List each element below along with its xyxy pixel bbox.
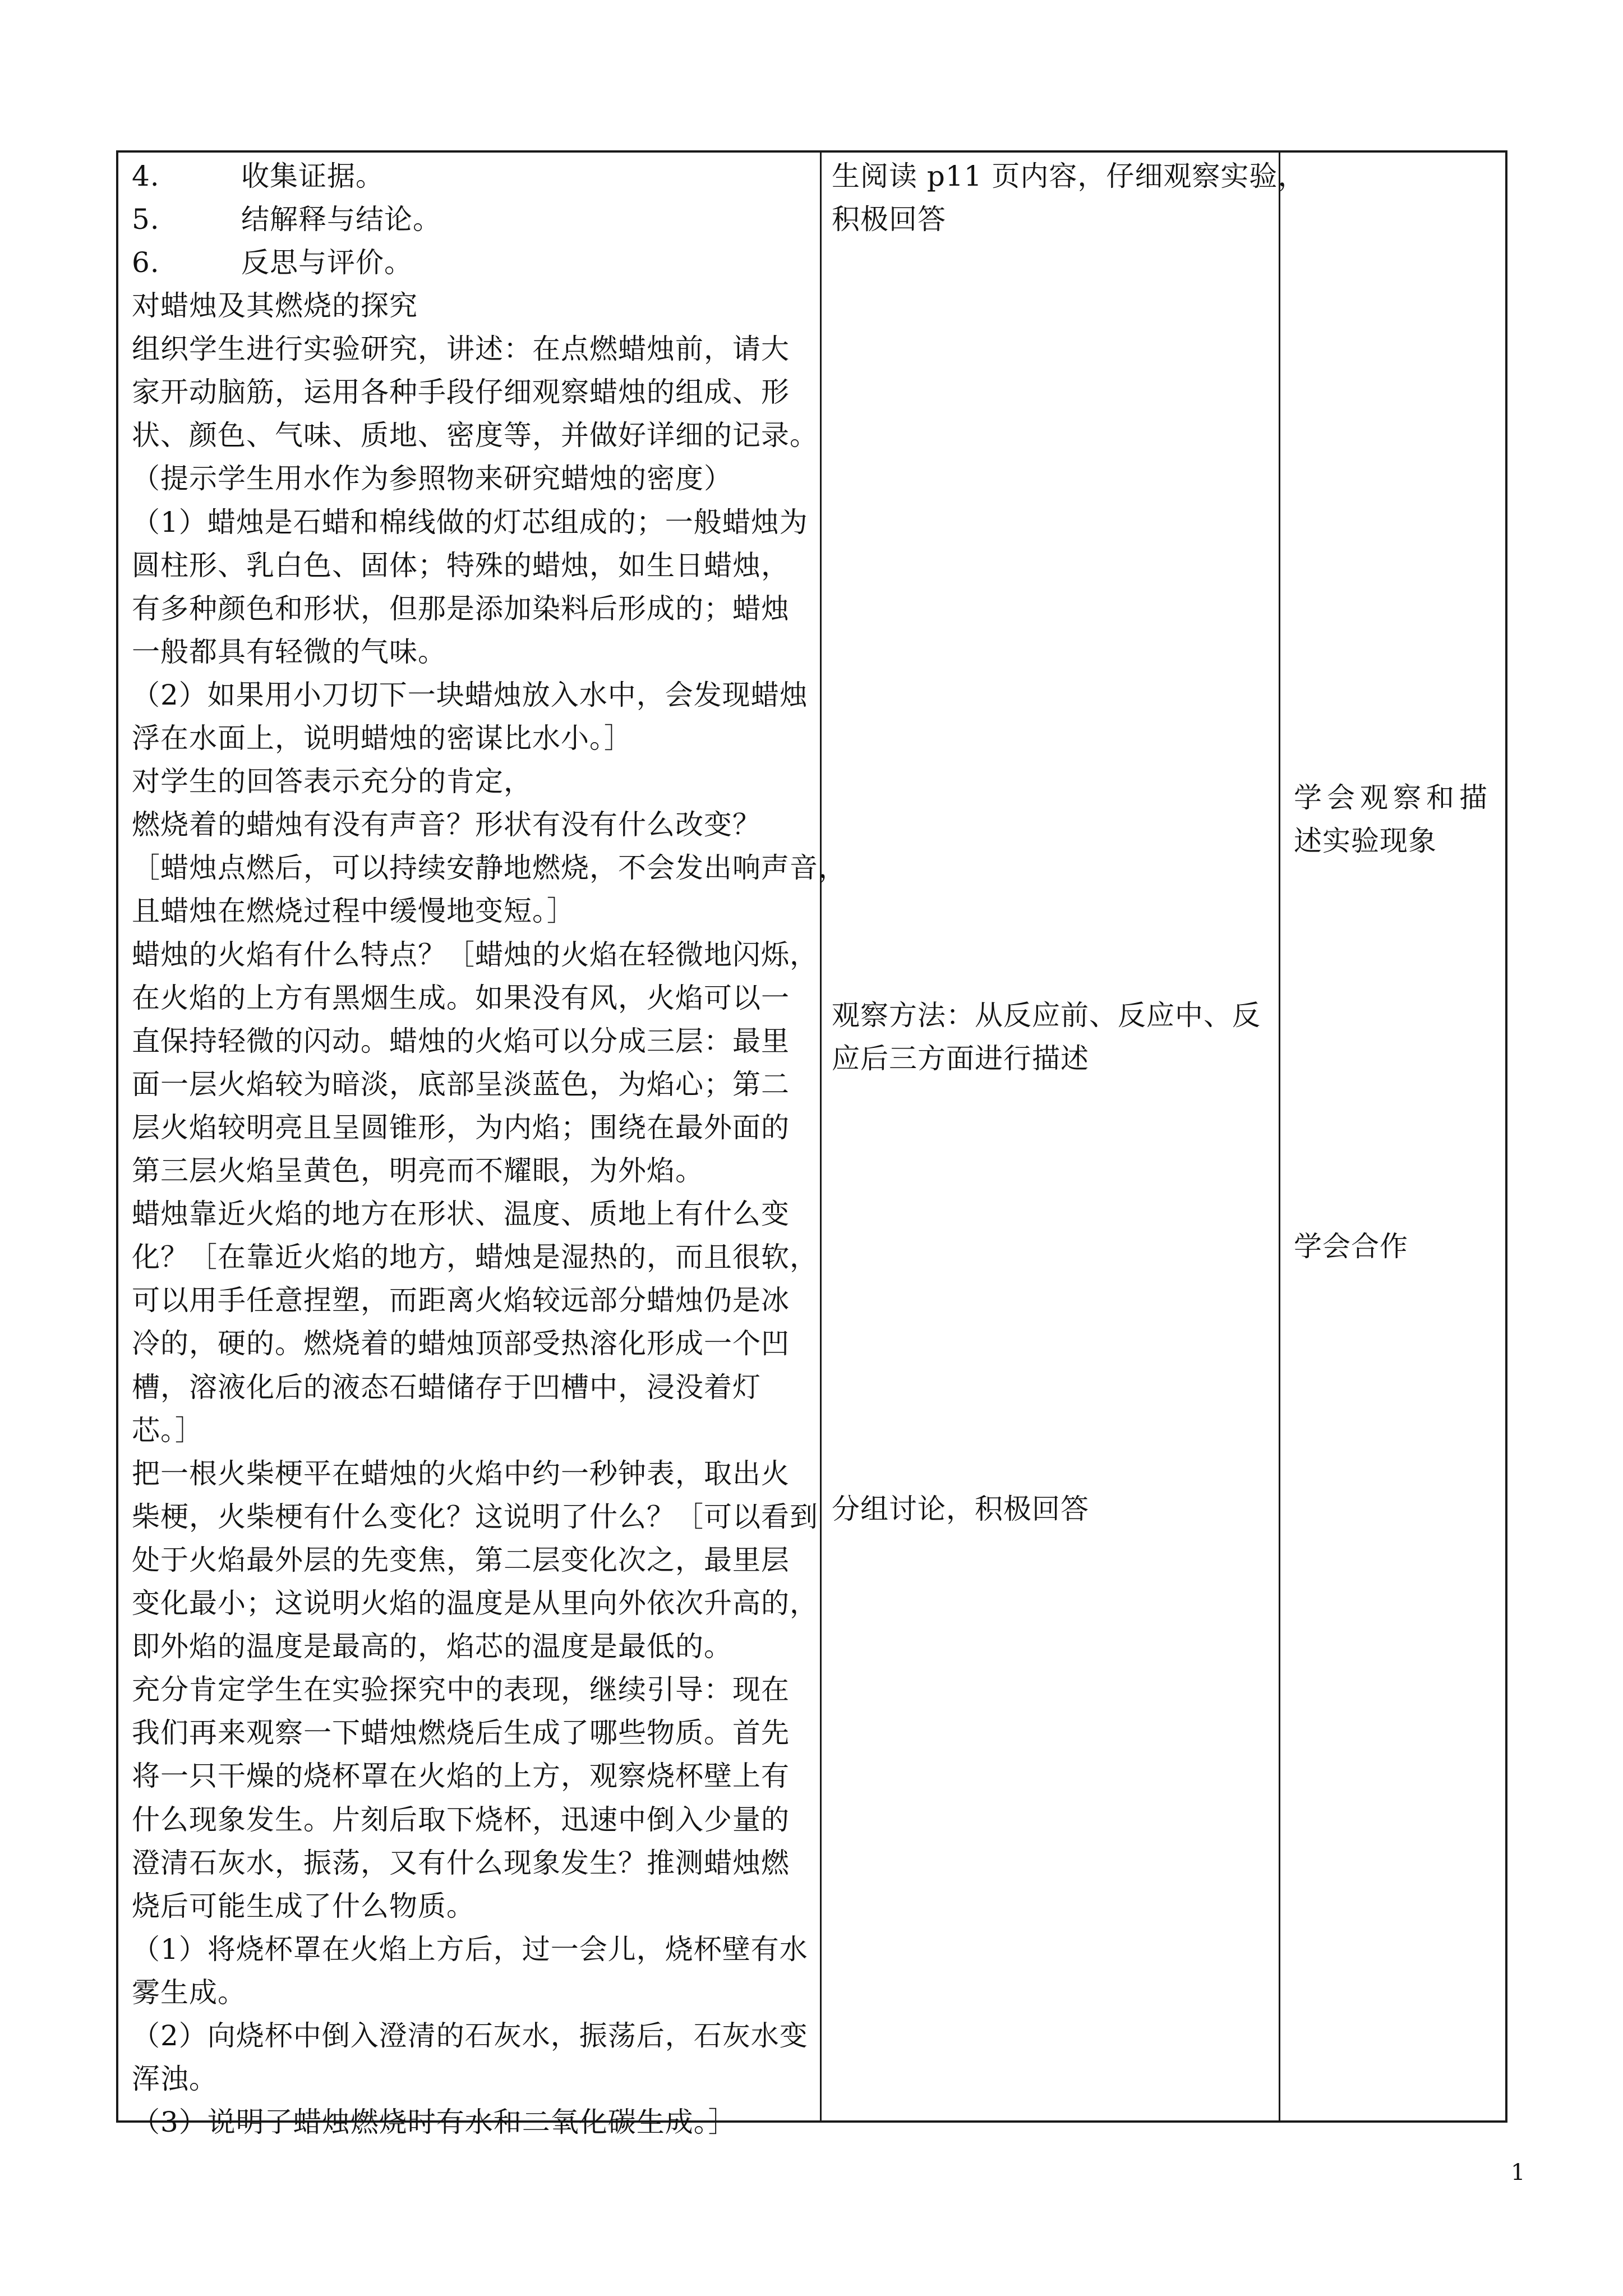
numbered-step: 6. 反思与评价。 [132, 246, 413, 279]
teacher-activity-line: 可以用手任意捏塑，而距离火焰较远部分蜡烛仍是冰 [132, 1284, 790, 1317]
teacher-activity-line: 对蜡烛及其燃烧的探究 [132, 289, 418, 322]
teacher-activity-line: 烧后可能生成了什么物质。 [132, 1890, 475, 1922]
numbered-step: 4. 收集证据。 [132, 160, 384, 192]
student-activity-column [822, 153, 1307, 2120]
teacher-activity-line: 雾生成。 [132, 1976, 246, 2009]
teacher-activity-line: 第三层火焰呈黄色，明亮而不耀眼，为外焰。 [132, 1154, 704, 1187]
teacher-activity-line: （提示学生用水作为参照物来研究蜡烛的密度） [132, 462, 732, 495]
teacher-activity-line: 槽，溶液化后的液态石蜡储存于凹槽中，浸没着灯 [132, 1371, 761, 1404]
teacher-activity-line: 且蜡烛在燃烧过程中缓慢地变短。］ [132, 895, 575, 927]
teacher-activity-line: 有多种颜色和形状，但那是添加染料后形成的；蜡烛 [132, 592, 790, 625]
teacher-activity-line: （2）向烧杯中倒入澄清的石灰水，振荡后，石灰水变 [132, 2019, 808, 2052]
teacher-activity-line: 浮在水面上，说明蜡烛的密谋比水小。］ [132, 722, 633, 754]
teacher-activity-line: 蜡烛的火焰有什么特点？［蜡烛的火焰在轻微地闪烁， [132, 938, 818, 971]
student-activity-line: 生阅读 p11 页内容，仔细观察实验， [832, 160, 1307, 192]
teacher-activity-line: 充分肯定学生在实验探究中的表现，继续引导：现在 [132, 1673, 790, 1706]
student-activity-line: 应后三方面进行描述 [832, 1042, 1089, 1075]
teacher-activity-line: 澄清石灰水，振荡，又有什么现象发生？推测蜡烛燃 [132, 1847, 790, 1879]
teacher-activity-line: 浑浊。 [132, 2063, 218, 2095]
teacher-activity-line: （2）如果用小刀切下一块蜡烛放入水中，会发现蜡烛 [132, 679, 808, 711]
teacher-activity-line: 面一层火焰较为暗淡，底部呈淡蓝色，为焰心；第二 [132, 1068, 790, 1101]
teacher-activity-line: ［蜡烛点燃后，可以持续安静地燃烧，不会发出响声音， [132, 852, 847, 884]
teacher-activity-column [118, 153, 847, 2138]
page-number: 1 [1511, 2160, 1525, 2185]
teacher-activity-line: （1）将烧杯罩在火焰上方后，过一会儿，烧杯壁有水 [132, 1933, 808, 1966]
teacher-activity-line: 状、颜色、气味、质地、密度等，并做好详细的记录。 [132, 419, 818, 452]
teacher-activity-line: 圆柱形、乳白色、固体；特殊的蜡烛，如生日蜡烛， [132, 549, 790, 582]
student-activity-line: 分组讨论，积极回答 [832, 1493, 1089, 1525]
teacher-activity-line: 家开动脑筋，运用各种手段仔细观察蜡烛的组成、形 [132, 376, 790, 408]
design-intent-line: 学会观察和描 [1294, 781, 1492, 814]
design-intent-column [1280, 153, 1505, 2120]
teacher-activity-line: 一般都具有轻微的气味。 [132, 636, 446, 668]
teacher-activity-line: 层火焰较明亮且呈圆锥形，为内焰；围绕在最外面的 [132, 1111, 790, 1144]
teacher-activity-line: 燃烧着的蜡烛有没有声音？形状有没有什么改变？ [132, 808, 761, 841]
teacher-activity-line: 化？［在靠近火焰的地方，蜡烛是湿热的，而且很软， [132, 1241, 818, 1273]
teacher-activity-line: 把一根火柴梗平在蜡烛的火焰中约一秒钟表，取出火 [132, 1457, 790, 1490]
lesson-plan-table [116, 150, 1507, 2138]
teacher-activity-line: 在火焰的上方有黑烟生成。如果没有风，火焰可以一 [132, 982, 790, 1014]
teacher-activity-line: 即外焰的温度是最高的，焰芯的温度是最低的。 [132, 1630, 732, 1663]
teacher-activity-line: 柴梗，火柴梗有什么变化？这说明了什么？［可以看到 [132, 1501, 818, 1533]
teacher-activity-line: 蜡烛靠近火焰的地方在形状、温度、质地上有什么变 [132, 1198, 790, 1230]
teacher-activity-line: 将一只干燥的烧杯罩在火焰的上方，观察烧杯壁上有 [132, 1760, 790, 1792]
design-intent-line: 述实验现象 [1294, 825, 1437, 857]
teacher-activity-line: 什么现象发生。片刻后取下烧杯，迅速中倒入少量的 [132, 1803, 790, 1836]
teacher-activity-line: 处于火焰最外层的先变焦，第二层变化次之，最里层 [132, 1544, 790, 1576]
teacher-activity-line: 直保持轻微的闪动。蜡烛的火焰可以分成三层：最里 [132, 1025, 790, 1057]
teacher-activity-line: 变化最小；这说明火焰的温度是从里向外依次升高的， [132, 1587, 818, 1619]
teacher-activity-line: 对学生的回答表示充分的肯定， [132, 765, 532, 798]
teacher-activity-line: （1）蜡烛是石蜡和棉线做的灯芯组成的；一般蜡烛为 [132, 506, 808, 539]
student-activity-line: 积极回答 [832, 203, 946, 236]
teacher-activity-line: 我们再来观察一下蜡烛燃烧后生成了哪些物质。首先 [132, 1717, 790, 1749]
design-intent-line: 学会合作 [1294, 1230, 1408, 1263]
teacher-activity-line: 芯。］ [132, 1414, 204, 1447]
teacher-activity-line: （3）说明了蜡烛燃烧时有水和二氧化碳生成。］ [132, 2106, 737, 2138]
student-activity-line: 观察方法：从反应前、反应中、反 [832, 999, 1261, 1032]
teacher-activity-line: 组织学生进行实验研究，讲述：在点燃蜡烛前，请大 [132, 333, 790, 365]
teacher-activity-line: 冷的，硬的。燃烧着的蜡烛顶部受热溶化形成一个凹 [132, 1327, 790, 1360]
numbered-step: 5. 结解释与结论。 [132, 203, 441, 236]
